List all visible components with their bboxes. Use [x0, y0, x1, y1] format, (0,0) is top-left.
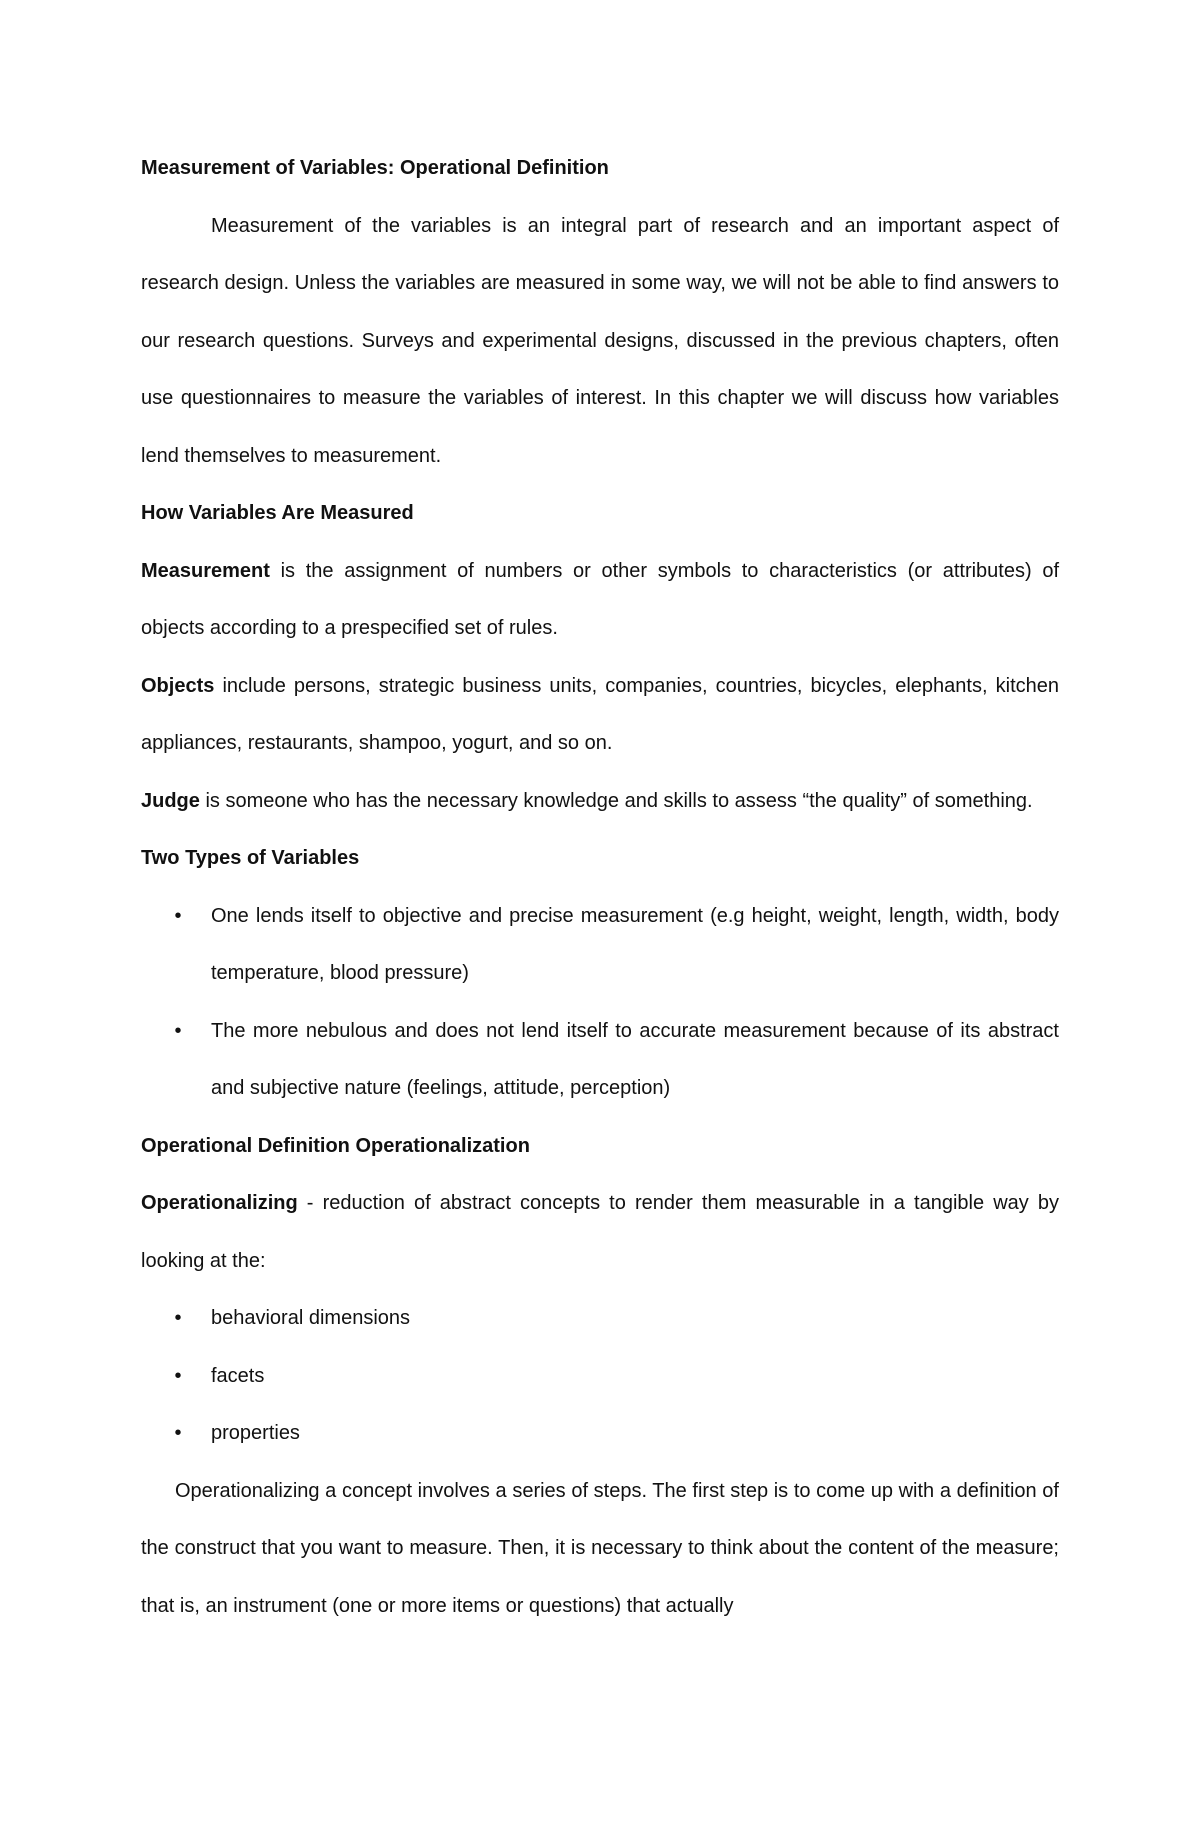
- list-item-text: facets: [211, 1364, 265, 1387]
- bullet-icon: •: [174, 904, 182, 927]
- measurement-term: Measurement: [141, 559, 270, 582]
- intro-paragraph: Measurement of the variables is an integral part of research and an important aspect of research design. Unless the variables are measured in some way, we will not be able to find answers to our research questions. Surveys and experimental designs, discussed in the previous chapters, often use questionnaires to measure the variables of interest. In this chapter we will discuss how variables lend themselves to measurement.: [141, 214, 1059, 467]
- objects-definition: [141, 658, 1059, 773]
- measurement-definition: [141, 543, 1059, 658]
- list-item-text: The more nebulous and does not lend itself to accurate measurement because of its abstract and subjective nature (feelings, attitude, perception): [211, 1019, 1059, 1099]
- judge-text: is someone who has the necessary knowledge and skills to assess “the quality” of something.: [199, 789, 1033, 812]
- list-item: [141, 1405, 1059, 1463]
- variable-types-list: [141, 888, 1059, 1118]
- page-title: Measurement of Variables: Operational Definition: [141, 157, 609, 179]
- objects-term: Objects: [141, 674, 215, 697]
- operationalizing-term: Operationalizing: [141, 1192, 298, 1214]
- judge-term: Judge: [141, 789, 200, 812]
- section-heading-how-measured: How Variables Are Measured: [141, 502, 414, 524]
- section-heading-two-types: Two Types of Variables: [141, 847, 360, 869]
- list-item: [141, 888, 1059, 1003]
- bullet-icon: •: [174, 1019, 182, 1042]
- objects-text: include persons, strategic business units, companies, countries, bicycles, elephants, kitchen appliances, restaurants, shampoo, yogurt, and so on.: [141, 674, 1059, 754]
- bullet-icon: •: [174, 1422, 182, 1444]
- closing-paragraph: Operationalizing a concept involves a series of steps. The first step is to come up with a definition of the construct that you want to measure. Then, it is necessary to think about the content of the measure; that is, an instrument (one or more items or questions) that actually: [141, 1479, 1059, 1617]
- list-item: [141, 1348, 1059, 1406]
- judge-definition: [141, 773, 1059, 831]
- section-heading-operational: Operational Definition Operationalization: [141, 1134, 530, 1157]
- list-item: [141, 1290, 1059, 1348]
- document-content: [141, 140, 1059, 1635]
- list-item: [141, 1003, 1059, 1118]
- bullet-icon: •: [174, 1307, 182, 1329]
- operational-facets-list: [141, 1290, 1059, 1463]
- operationalizing-definition: [141, 1175, 1059, 1290]
- bullet-icon: •: [174, 1364, 182, 1387]
- list-item-text: behavioral dimensions: [211, 1307, 411, 1329]
- operationalizing-text: - reduction of abstract concepts to render them measurable in a tangible way by looking at the:: [141, 1192, 1059, 1272]
- measurement-text: is the assignment of numbers or other symbols to characteristics (or attributes) of objects according to a prespecified set of rules.: [141, 559, 1059, 639]
- list-item-text: properties: [211, 1422, 300, 1444]
- list-item-text: One lends itself to objective and precise measurement (e.g height, weight, length, width, body temperature, blood pressure): [211, 904, 1059, 984]
